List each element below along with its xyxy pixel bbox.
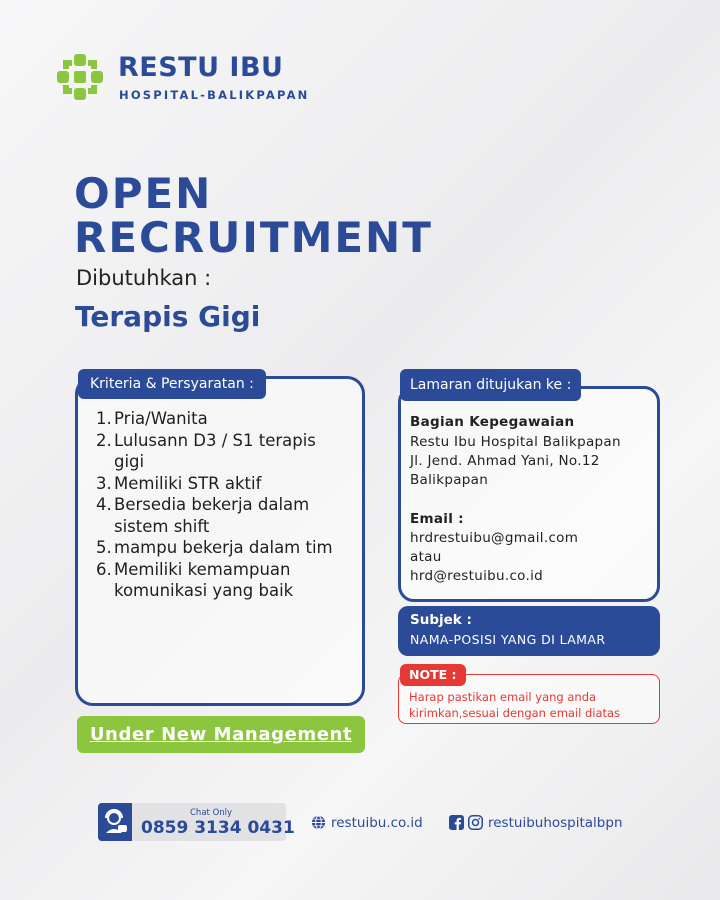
- social-handle[interactable]: restuibuhospitalbpn: [488, 815, 623, 831]
- hospital-name: Restu Ibu Hospital Balikpapan: [410, 434, 621, 450]
- instagram-icon[interactable]: [468, 815, 483, 830]
- criteria-item: 1. Pria/Wanita: [96, 409, 208, 428]
- criteria-item: 2. Lulusann D3 / S1 terapis gigi: [96, 430, 316, 471]
- address: Jl. Jend. Ahmad Yani, No.12: [410, 453, 600, 469]
- brand-name: RESTU IBU: [118, 52, 284, 83]
- application-title: Lamaran ditujukan ke :: [400, 369, 581, 401]
- criteria-title: Kriteria & Persyaratan :: [78, 369, 266, 399]
- brand-subtitle: HOSPITAL-BALIKPAPAN: [119, 88, 310, 102]
- criteria-item: 6. Memiliki kemampuan komunikasi yang baik: [96, 559, 294, 600]
- criteria-list: [96, 408, 346, 602]
- headline-line-1: OPEN: [74, 169, 213, 218]
- email-or: atau: [410, 549, 442, 565]
- position-title: Terapis Gigi: [75, 300, 261, 333]
- email-secondary[interactable]: hrd@restuibu.co.id: [410, 568, 544, 584]
- headline-line-2: RECRUITMENT: [74, 213, 433, 262]
- subject-value: NAMA-POSISI YANG DI LAMAR: [410, 632, 606, 647]
- note-text: Harap pastikan email yang anda kirimkan,sesuai dengan email diatas: [409, 690, 621, 720]
- facebook-icon[interactable]: [449, 815, 464, 830]
- phone-number[interactable]: 0859 3134 0431: [141, 818, 295, 838]
- headline: [74, 169, 494, 262]
- note-label: NOTE :: [400, 664, 466, 686]
- email-label: Email :: [410, 511, 464, 527]
- email-primary[interactable]: hrdrestuibu@gmail.com: [410, 530, 579, 546]
- department: Bagian Kepegawaian: [410, 414, 575, 430]
- city: Balikpapan: [410, 472, 489, 488]
- globe-icon: [311, 815, 326, 830]
- subject-label: Subjek :: [410, 612, 472, 628]
- criteria-item: 4. Bersedia bekerja dalam sistem shift: [96, 495, 310, 536]
- chat-agent-icon: [98, 803, 132, 841]
- criteria-item: 5. mampu bekerja dalam tim: [96, 538, 333, 557]
- chat-only-label: Chat Only: [190, 808, 233, 818]
- criteria-item: 3. Memiliki STR aktif: [96, 473, 262, 493]
- website-link[interactable]: restuibu.co.id: [331, 815, 423, 831]
- management-banner: Under New Management: [77, 716, 365, 753]
- hospital-cross-logo-icon: [55, 52, 105, 102]
- needed-label: Dibutuhkan :: [76, 266, 212, 290]
